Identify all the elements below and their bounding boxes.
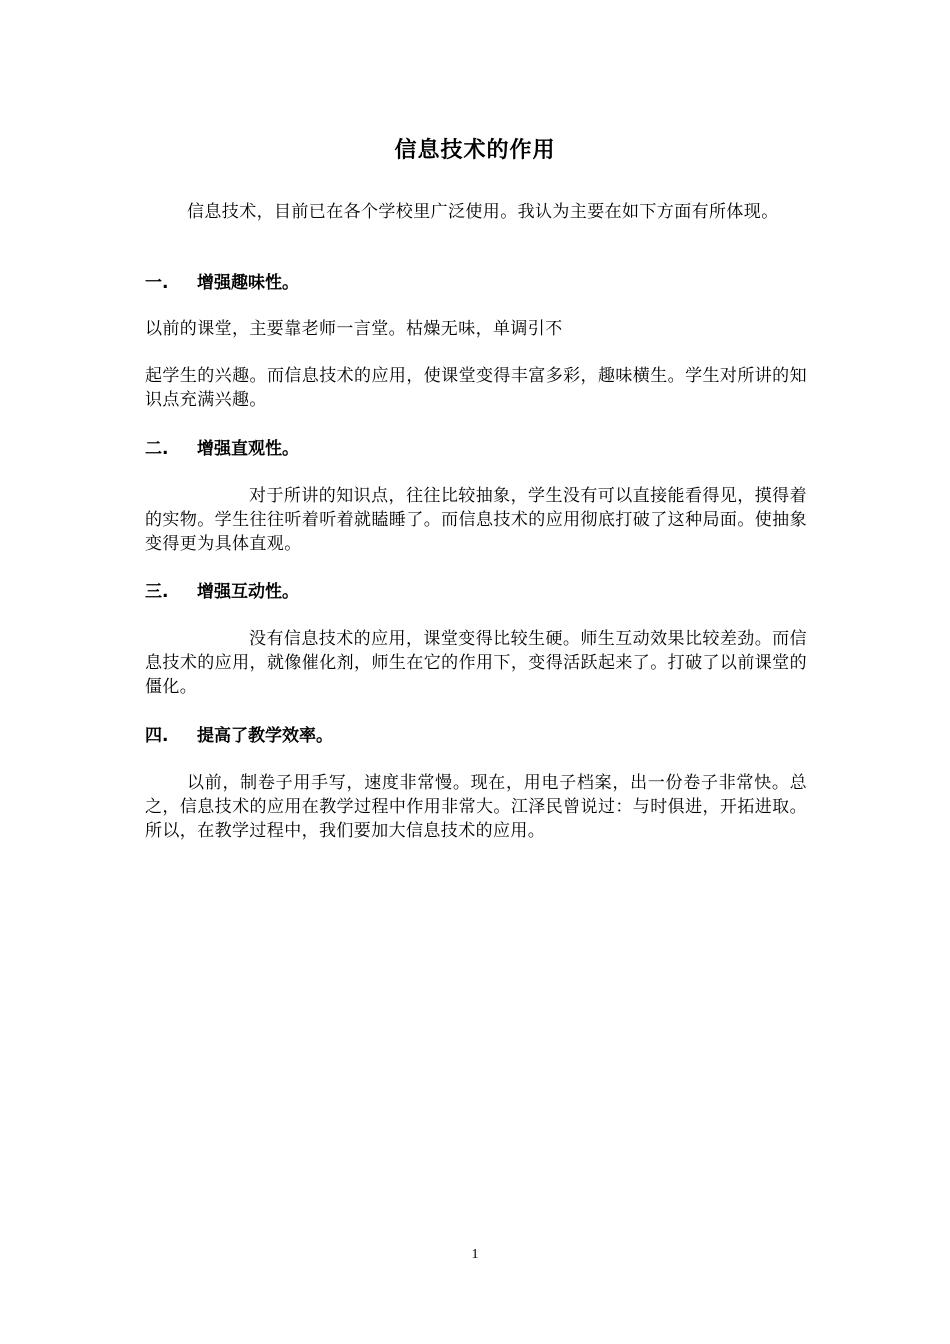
intro-paragraph: 信息技术，目前已在各个学校里广泛使用。我认为主要在如下方面有所体现。 [187, 202, 779, 222]
section-1-paragraph-2: 起学生的兴趣。而信息技术的应用，使课堂变得丰富多彩，趣味横生。学生对所讲的知识点充满兴趣。 [145, 366, 807, 410]
section-heading-4 [145, 724, 807, 748]
section-number: 三. [145, 582, 169, 602]
section-number: 二. [145, 439, 169, 459]
section-heading-1 [145, 271, 807, 295]
page-number: 1 [471, 1247, 479, 1262]
section-title: 增强直观性。 [197, 439, 299, 459]
section-4-paragraph-1: 以前，制卷子用手写，速度非常慢。现在，用电子档案，出一份卷子非常快。总之，信息技术的应用在教学过程中作用非常大。江泽民曾说过：与时俱进，开拓进取。所以，在教学过程中，我们要加大信息技术的应用。 [145, 773, 807, 841]
section-3-paragraph-1: 没有信息技术的应用，课堂变得比较生硬。师生互动效果比较差劲。而信息技术的应用，就像催化剂，师生在它的作用下，变得活跃起来了。打破了以前课堂的僵化。 [145, 629, 807, 697]
document-title: 信息技术的作用 [394, 138, 556, 163]
section-heading-2 [145, 437, 807, 461]
section-heading-3 [145, 580, 807, 604]
section-number: 四. [145, 726, 169, 746]
section-title: 提高了教学效率。 [197, 726, 333, 746]
section-2-paragraph-1: 对于所讲的知识点，往往比较抽象，学生没有可以直接能看得见，摸得着的实物。学生往往听着听着就瞌睡了。而信息技术的应用彻底打破了这种局面。使抽象变得更为具体直观。 [145, 486, 807, 554]
section-1-paragraph-1: 以前的课堂，主要靠老师一言堂。枯燥无味，单调引不 [145, 319, 563, 339]
section-title: 增强趣味性。 [197, 273, 299, 293]
section-title: 增强互动性。 [197, 582, 299, 602]
section-number: 一. [145, 273, 169, 293]
